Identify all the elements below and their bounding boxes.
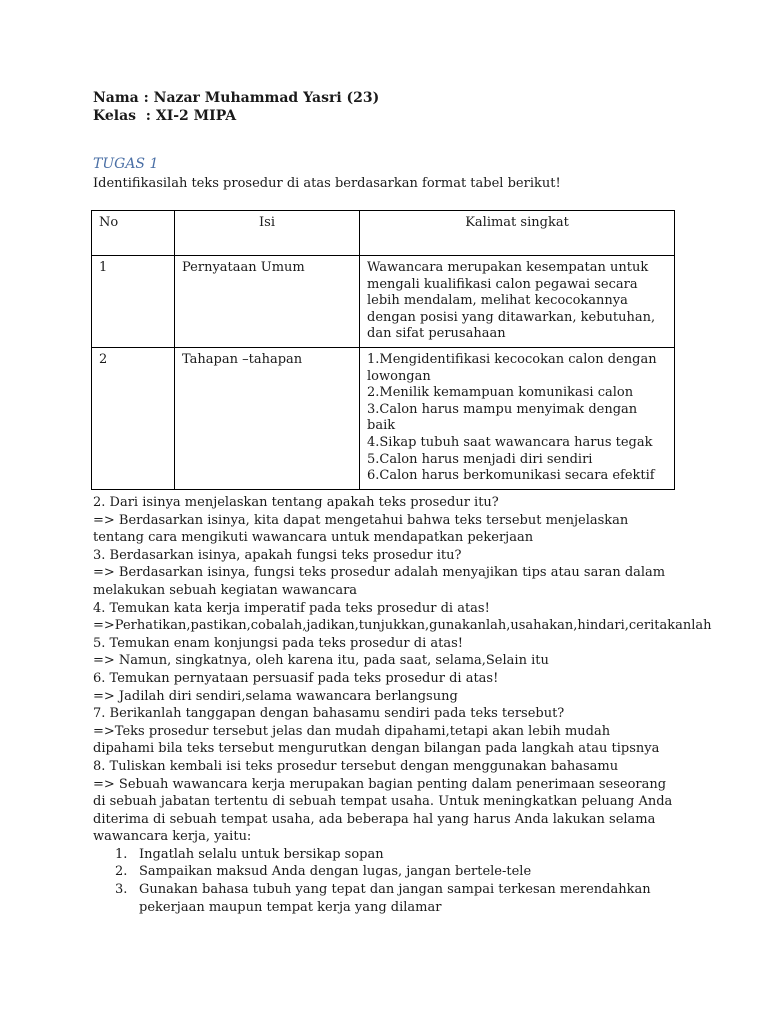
question-7: 7. Berikanlah tanggapan dengan bahasamu sendiri pada teks tersebut?: [93, 706, 565, 722]
list-item: [93, 846, 673, 864]
kalimat-line: 1.Mengidentifikasi kecocokan calon dengan lowongan: [367, 351, 657, 384]
list-number: 2.: [115, 864, 128, 880]
row-isi: Pernyataan Umum: [175, 256, 360, 348]
tips-list: [93, 846, 673, 916]
row-no: 1: [92, 256, 175, 348]
question-3: 3. Berdasarkan isinya, apakah fungsi teks prosedur itu?: [93, 547, 462, 563]
question-8: 8. Tuliskan kembali isi teks prosedur tersebut dengan menggunakan bahasamu: [93, 758, 619, 774]
question-4: 4. Temukan kata kerja imperatif pada teks prosedur di atas!: [93, 600, 490, 616]
row-kalimat: [360, 256, 675, 348]
kalimat-line: 6.Calon harus berkomunikasi secara efektif: [367, 468, 655, 484]
header-no: No: [92, 211, 175, 256]
answer-7: =>Teks prosedur tersebut jelas dan mudah dipahami,tetapi akan lebih mudah dipahami bila teks tersebut mengurutkan dengan bilangan pada langkah atau tipsnya: [93, 723, 660, 757]
table-row: [92, 347, 675, 489]
list-number: 1.: [115, 846, 128, 862]
list-text: Sampaikan maksud Anda dengan lugas, jangan bertele-tele: [139, 864, 532, 880]
tugas-title: TUGAS 1: [93, 156, 159, 172]
answer-2: => Berdasarkan isinya, kita dapat mengetahui bahwa teks tersebut menjelaskan tentang cara mengikuti wawancara untuk mendapatkan pekerjaan: [93, 512, 629, 546]
table-header-row: [92, 211, 675, 256]
answer-4: =>Perhatikan,pastikan,cobalah,jadikan,tunjukkan,gunakanlah,usahakan,hindari,ceritakanlah: [93, 618, 712, 634]
kalimat-line: 3.Calon harus mampu menyimak dengan baik: [367, 401, 638, 434]
question-2: 2. Dari isinya menjelaskan tentang apakah teks prosedur itu?: [93, 495, 499, 510]
kalimat-line: 2.Menilik kemampuan komunikasi calon: [367, 385, 634, 401]
row-kalimat: [360, 347, 675, 489]
row-no: 2: [92, 347, 175, 489]
question-6: 6. Temukan pernyataan persuasif pada teks prosedur di atas!: [93, 670, 499, 686]
list-item: [93, 881, 673, 916]
header-isi: Isi: [175, 211, 360, 256]
answer-6: => Jadilah diri sendiri,selama wawancara berlangsung: [93, 688, 458, 704]
question-5: 5. Temukan enam konjungsi pada teks prosedur di atas!: [93, 635, 464, 651]
kalimat-line: 4.Sikap tubuh saat wawancara harus tegak: [367, 434, 653, 450]
header-kalimat: Kalimat singkat: [360, 211, 675, 256]
table-row: [92, 256, 675, 348]
list-text: Ingatlah selalu untuk bersikap sopan: [139, 846, 384, 862]
list-number: 3.: [115, 882, 128, 898]
procedure-table: [91, 210, 675, 490]
row-isi: Tahapan –tahapan: [175, 347, 360, 489]
nama-line: Nama : Nazar Muhammad Yasri (23): [93, 90, 380, 106]
kalimat-line: Wawancara merupakan kesempatan untuk mengali kualifikasi calon pegawai secara lebih mendalam, melihat kecocokannya dengan posisi yang ditawarkan, kebutuhan, dan sifat perusahaan: [367, 260, 656, 342]
kalimat-line: 5.Calon harus menjadi diri sendiri: [367, 451, 593, 467]
instruction-text: Identifikasilah teks prosedur di atas berdasarkan format tabel berikut!: [93, 176, 561, 191]
kelas-line: Kelas : XI-2 MIPA: [93, 108, 237, 124]
student-header: [93, 89, 379, 125]
list-item: [93, 863, 673, 881]
questions-answers: [93, 494, 712, 916]
answer-8: => Sebuah wawancara kerja merupakan bagian penting dalam penerimaan seseorang di sebuah jabatan tertentu di sebuah tempat usaha. Untuk meningkatkan peluang Anda diterima di sebuah tempat usaha, ada beberapa hal yang harus Anda lakukan selama wawancara kerja, yaitu:: [93, 776, 673, 845]
answer-5: => Namun, singkatnya, oleh karena itu, pada saat, selama,Selain itu: [93, 653, 549, 669]
list-text: Gunakan bahasa tubuh yang tepat dan jangan sampai terkesan merendahkan pekerjaan maupun tempat kerja yang dilamar: [139, 882, 651, 915]
answer-3: => Berdasarkan isinya, fungsi teks prosedur adalah menyajikan tips atau saran dalam melakukan sebuah kegiatan wawancara: [93, 565, 666, 598]
